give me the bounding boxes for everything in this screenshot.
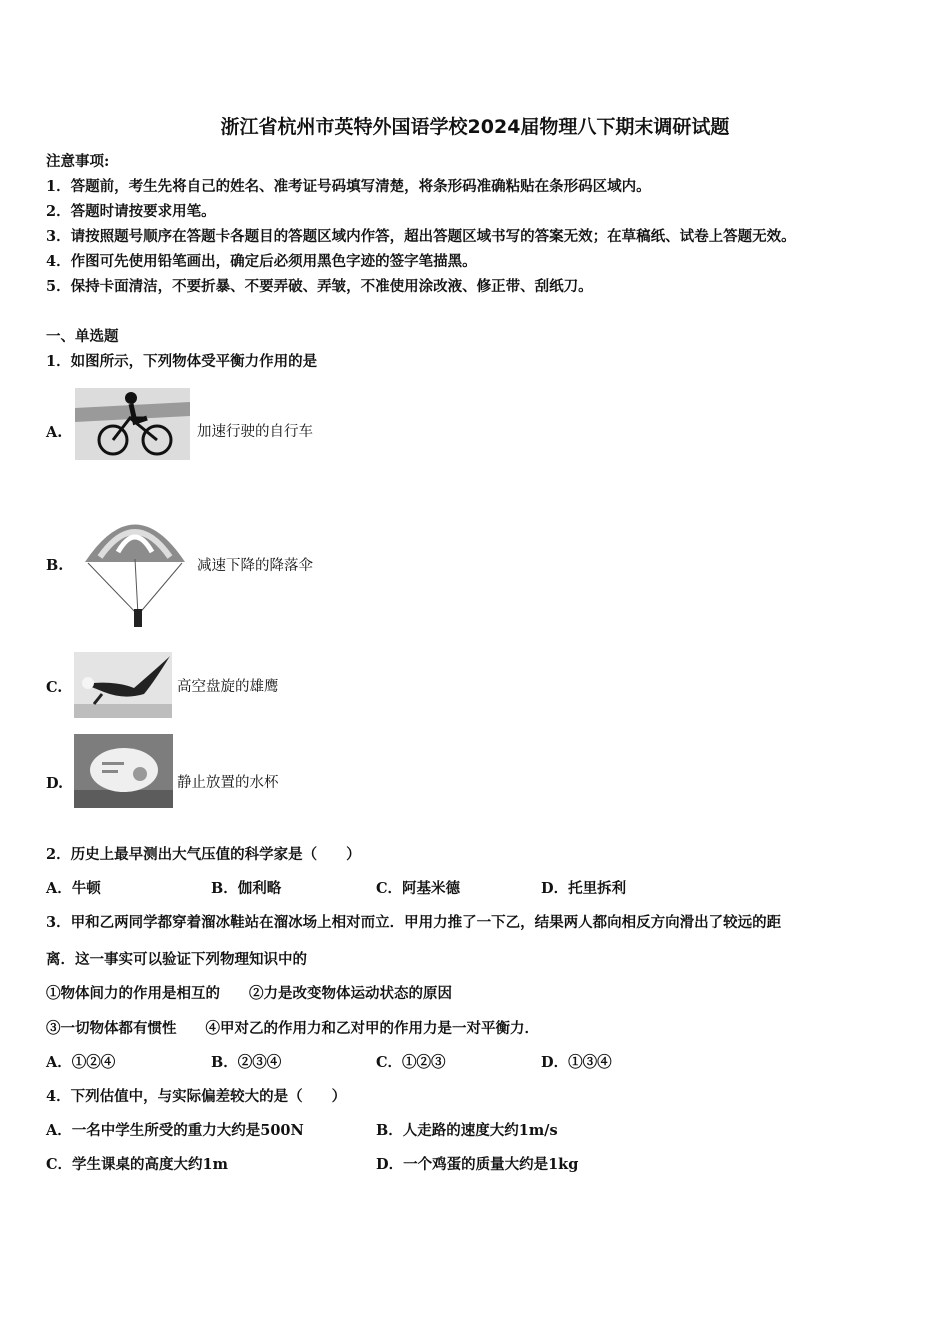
question-3-facts-line1: ①物体间力的作用是相互的 ②力是改变物体运动状态的原因 — [46, 985, 452, 1002]
page-title: 浙江省杭州市英特外国语学校2024届物理八下期末调研试题 — [220, 116, 730, 138]
option-a-label: A. — [46, 424, 63, 441]
section-heading: 一、单选题 — [46, 328, 119, 345]
bicycle-icon — [75, 388, 190, 460]
question-3-option-a: A．①②④ — [46, 1054, 116, 1071]
parachute-icon — [80, 497, 190, 630]
notice-item: 2．答题时请按要求用笔。 — [46, 203, 216, 220]
option-d-text: 静止放置的水杯 — [177, 775, 279, 791]
question-4-option-d: D．一个鸡蛋的质量大约是1kg — [376, 1156, 579, 1173]
question-2-option-a: A．牛顿 — [46, 880, 101, 897]
question-2-option-d: D．托里拆利 — [541, 880, 627, 897]
notice-item: 3．请按照题号顺序在答题卡各题目的答题区域内作答，超出答题区域书写的答案无效；在草稿纸、试卷上答题无效。 — [46, 228, 796, 245]
question-3-stem-line2: 离．这一事实可以验证下列物理知识中的 — [46, 951, 307, 968]
question-3-facts-line2: ③一切物体都有惯性 ④甲对乙的作用力和乙对甲的作用力是一对平衡力． — [46, 1020, 539, 1037]
eagle-icon — [74, 652, 172, 718]
question-4-option-b: B．人走路的速度大约1m/s — [376, 1122, 558, 1139]
question-3-stem-line1: 3．甲和乙两同学都穿着溜冰鞋站在溜冰场上相对而立．甲用力推了一下乙，结果两人都向相反方向滑出了较远的距 — [46, 914, 782, 931]
question-3-option-d: D．①③④ — [541, 1054, 612, 1071]
option-a-text: 加速行驶的自行车 — [197, 424, 313, 440]
notice-item: 4．作图可先使用铅笔画出，确定后必须用黑色字迹的签字笔描黑。 — [46, 253, 477, 270]
option-c-text: 高空盘旋的雄鹰 — [177, 679, 279, 695]
cup-icon — [74, 734, 173, 808]
question-2-option-c: C．阿基米德 — [376, 880, 461, 897]
question-3-option-b: B．②③④ — [211, 1054, 282, 1071]
notice-item: 5．保持卡面清洁，不要折暴、不要弄破、弄皱，不准使用涂改液、修正带、刮纸刀。 — [46, 278, 593, 295]
notice-heading: 注意事项: — [46, 153, 110, 170]
option-b-text: 减速下降的降落伞 — [197, 558, 313, 574]
question-4-option-a: A．一名中学生所受的重力大约是500N — [46, 1122, 304, 1139]
notice-item: 1．答题前，考生先将自己的姓名、准考证号码填写清楚，将条形码准确粘贴在条形码区域内。 — [46, 178, 651, 195]
question-4-stem: 4．下列估值中，与实际偏差较大的是（ ） — [46, 1088, 347, 1105]
question-2-option-b: B．伽利略 — [211, 880, 282, 897]
option-b-label: B. — [46, 557, 64, 574]
question-4-option-c: C．学生课桌的高度大约1m — [46, 1156, 228, 1173]
option-d-label: D. — [46, 775, 64, 792]
question-1-stem: 1．如图所示，下列物体受平衡力作用的是 — [46, 353, 318, 370]
question-2-stem: 2．历史上最早测出大气压值的科学家是（ ） — [46, 846, 361, 863]
question-3-option-c: C．①②③ — [376, 1054, 446, 1071]
option-c-label: C. — [46, 679, 63, 696]
